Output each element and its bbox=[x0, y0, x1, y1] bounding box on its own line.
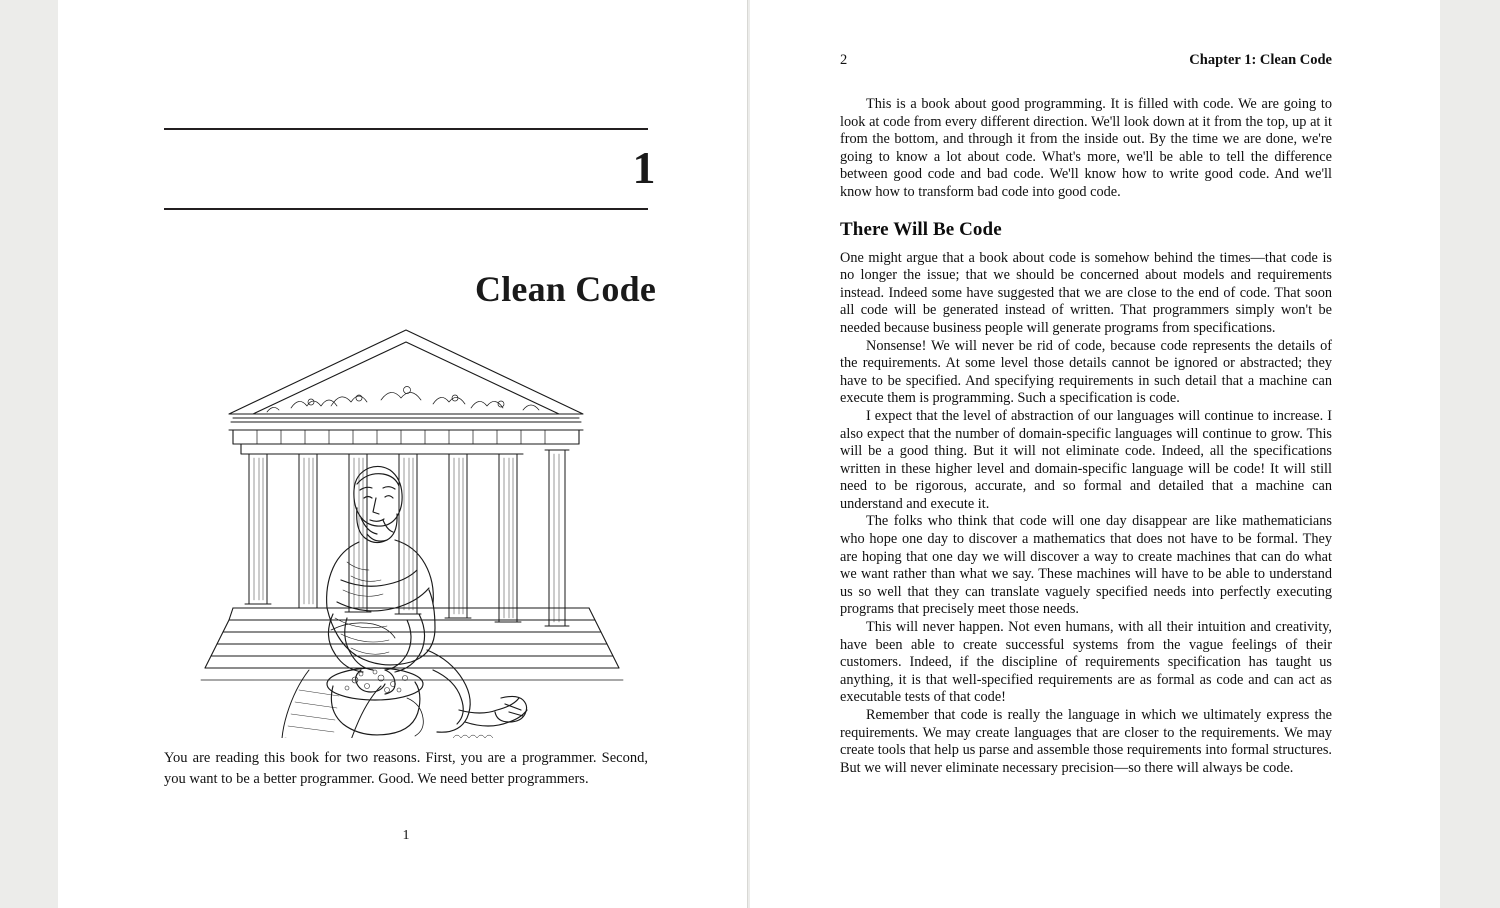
rule-top bbox=[164, 128, 648, 130]
paragraph: I expect that the level of abstraction of our languages will continue to increase. I also expect that the number of domain-specific languages will continue to grow. This will be a good thing. But it will not eliminate code. Indeed, all the specifications written in these higher level and domain-specific language will be code! It will still need to be rigorous, accurate, and so formal and detailed that a machine can understand and execute it. bbox=[840, 407, 1332, 512]
temple-scholar-drawing bbox=[171, 318, 641, 738]
text-column bbox=[840, 0, 1332, 908]
running-head-title: Chapter 1: Clean Code bbox=[1189, 52, 1332, 68]
chapter-title: Clean Code bbox=[475, 269, 656, 309]
paragraph: The folks who think that code will one day disappear are like mathematicians who hope one day to discover a mathematics that does not have to be formal. They are hoping that one day we will discover a way to create machines that can do what we want rather than what we say. These machines will have to be able to understand us so well that they can translate vaguely specified needs into perfectly executing programs that precisely meet those needs. bbox=[840, 513, 1332, 618]
paragraph: One might argue that a book about code is somehow behind the times—that code is no longer the issue; that we should be concerned about models and requirements instead. Indeed some have suggested that we are close to the end of code. That soon all code will be generated instead of written. That programmers simply won't be needed because business people will generate programs from specifications. bbox=[840, 249, 1332, 336]
running-head bbox=[840, 52, 1332, 69]
paragraph: Remember that code is really the language in which we ultimately express the requirements. We may create languages that are closer to the requirements. We may create tools that help us parse and assemble those requirements into formal structures. But we will never eliminate necessary precision—so there will always be code. bbox=[840, 707, 1332, 776]
paragraph-intro: This is a book about good programming. It is filled with code. We are going to look at code from every different direction. We'll look down at it from the top, up at it from the bottom, and through it from the inside out. By the time we are done, we're going to know a lot about code. What's more, we'll be able to tell the difference between good code and bad code. We'll know how to write good code. And we'll know how to transform bad code into good code. bbox=[840, 96, 1332, 200]
page-number-right: 2 bbox=[840, 52, 848, 68]
chapter-number: 1 bbox=[632, 142, 656, 193]
paragraph: This will never happen. Not even humans, with all their intuition and creativity, have been able to create successful systems from the vague feelings of their customers. Indeed, if the discipline of requirements specification has taught us anything, it is that well-specified requirements are as formal as code and can act as executable tests of that code! bbox=[840, 619, 1332, 706]
figure-caption: You are reading this book for two reasons. First, you are a programmer. Second, you want to be a better programmer. Good. We need better programmers. bbox=[164, 750, 648, 787]
page-number-left: 1 bbox=[402, 828, 410, 843]
body-text bbox=[840, 96, 1332, 777]
section-heading: There Will Be Code bbox=[840, 218, 1002, 240]
rule-bottom bbox=[164, 208, 648, 210]
paragraph: Nonsense! We will never be rid of code, because code represents the details of the requirements. At some level those details cannot be ignored or abstracted; they have to be specified. And specifying requirements in such detail that a machine can execute them is programming. Such a specification is code. bbox=[840, 337, 1332, 407]
chapter-opener bbox=[164, 0, 656, 908]
page-left bbox=[58, 0, 748, 908]
chapter-illustration bbox=[164, 318, 648, 738]
page-right bbox=[750, 0, 1440, 908]
